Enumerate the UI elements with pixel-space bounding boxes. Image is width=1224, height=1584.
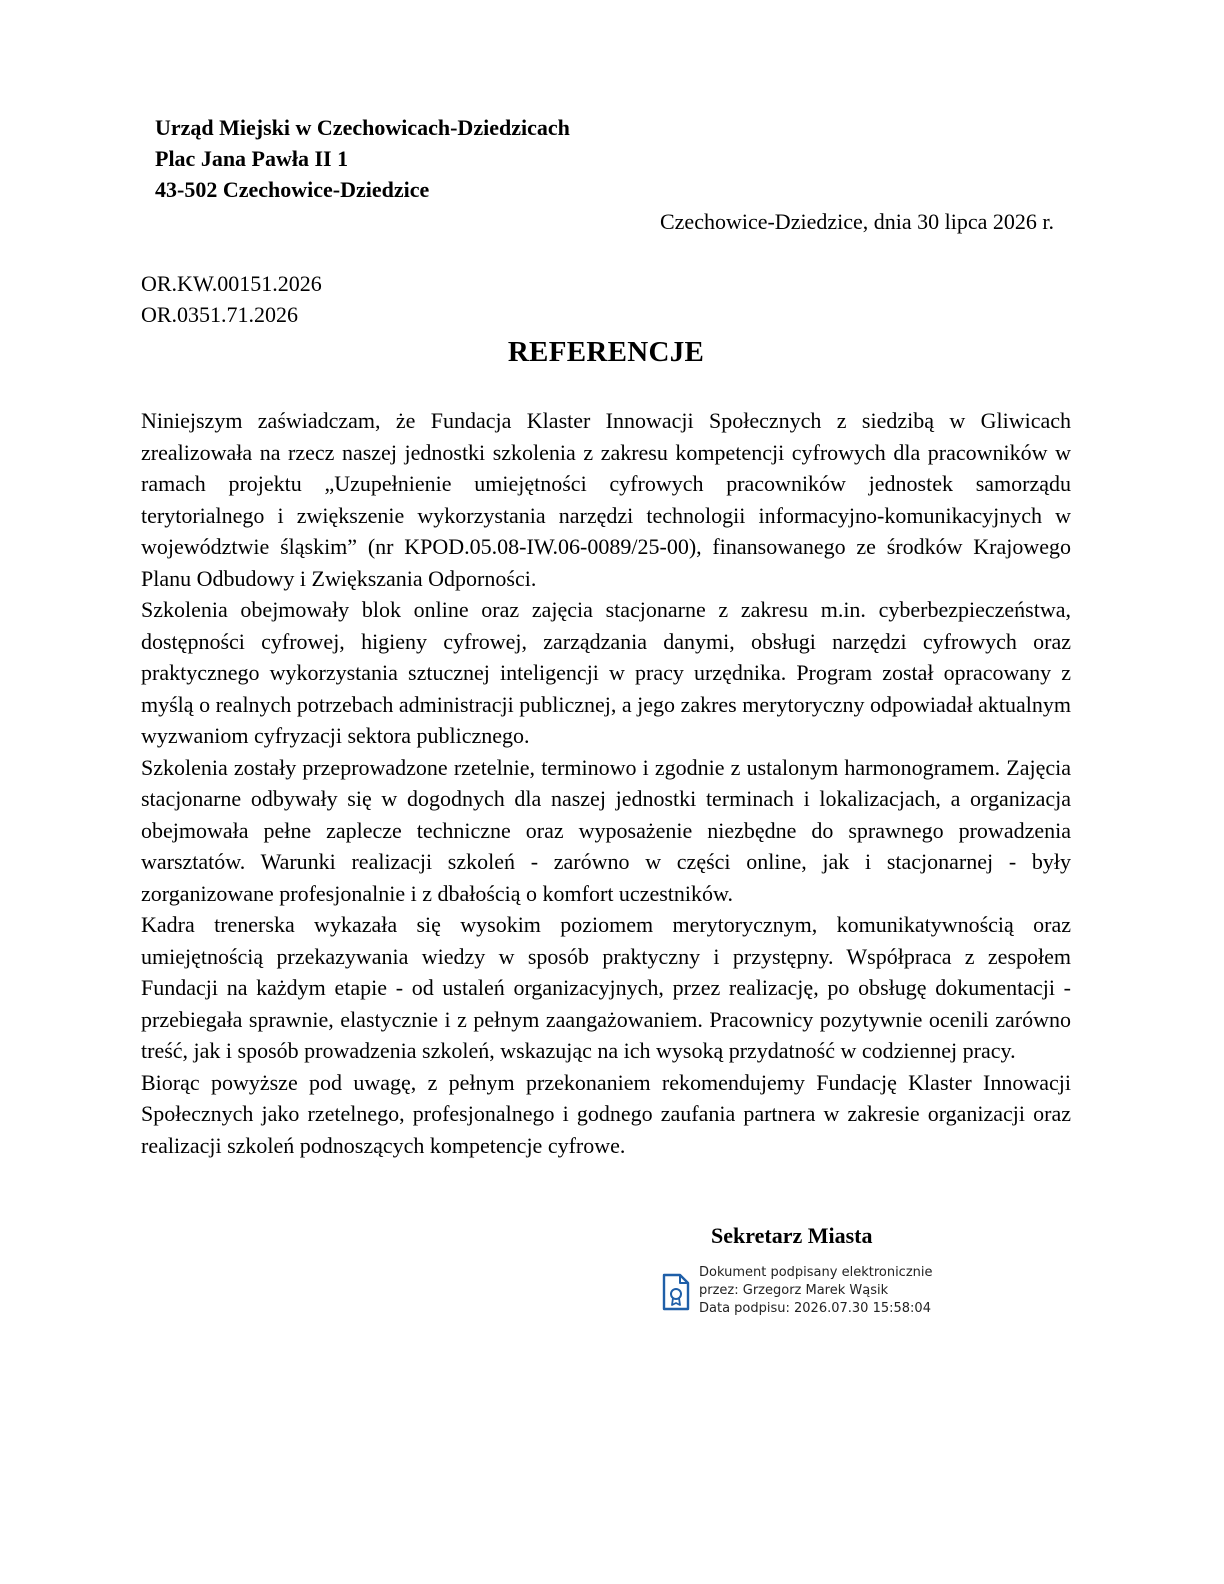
document-title: REFERENCJE [507, 336, 705, 368]
body-paragraph: Szkolenia obejmowały blok online oraz zajęcia stacjonarne z zakresu m.in. cyberbezpieczeństwa, dostępności cyfrowej, higieny cyfrowej, zarządzania danymi, obsługi narzędzi cyfrowych oraz praktycznego wykorzystania sztucznej inteligencji w pracy urzędnika. Program został opracowany z myślą o realnych potrzebach administracji publicznej, a jego zakres merytoryczny odpowiadał aktualnym wyzwaniom cyfryzacji sektora publicznego. [141, 597, 1071, 748]
reference-number: OR.0351.71.2026 [141, 302, 299, 327]
sender-address [155, 112, 570, 205]
signer-title: Sekretarz Miasta [711, 1223, 873, 1248]
document-certificate-icon [661, 1272, 691, 1312]
body-paragraph: Szkolenia zostały przeprowadzone rzetelnie, terminowo i zgodnie z ustalonym harmonogramem. Zajęcia stacjonarne odbywały się w dogodnych dla naszej jednostki terminach i lokalizacjach, a organizacja obejmowała pełne zaplecze techniczne oraz wyposażenie niezbędne do sprawnego prowadzenia warsztatów. Warunki realizacji szkoleń - zarówno w części online, jak i stacjonarnej - były zorganizowane profesjonalnie i z dbałością o komfort uczestników. [141, 754, 1071, 906]
signature-date: Data podpisu: 2026.07.30 15:58:04 [699, 1301, 931, 1316]
signature-details [699, 1264, 933, 1318]
sender-name: Urząd Miejski w Czechowicach-Dziedzicach [155, 115, 570, 140]
place-and-date: Czechowice-Dziedzice, dnia 30 lipca 2026 r. [659, 209, 1054, 234]
body-paragraph: Kadra trenerska wykazała się wysokim poziomem merytorycznym, komunikatywnością oraz umiejętnością przekazywania wiedzy w sposób praktyczny i przystępny. Współpraca z zespołem Fundacji na każdym etapie - od ustaleń organizacyjnych, przez realizację, po obsługę dokumentacji - przebiegała sprawnie, elastycznie i z pełnym zaangażowaniem. Pracownicy pozytywnie ocenili zarówno treść, jak i sposób prowadzenia szkoleń, wskazując na ich wysoką przydatność w codziennej pracy. [141, 912, 1071, 1063]
letter-body [141, 405, 1071, 1161]
sender-city: 43-502 Czechowice-Dziedzice [155, 177, 430, 202]
sender-street: Plac Jana Pawła II 1 [155, 146, 349, 171]
body-paragraph: Biorąc powyższe pod uwagę, z pełnym przekonaniem rekomendujemy Fundację Klaster Innowacji Społecznych jako rzetelnego, profesjonalnego i godnego zaufania partnera w zakresie organizacji oraz realizacji szkoleń podnoszących kompetencje cyfrowe. [141, 1069, 1071, 1158]
electronic-signature [661, 1264, 933, 1318]
signature-signer: przez: Grzegorz Marek Wąsik [699, 1283, 889, 1298]
signature-line: Dokument podpisany elektronicznie [699, 1265, 933, 1280]
body-paragraph: Niniejszym zaświadczam, że Fundacja Klaster Innowacji Społecznych z siedzibą w Gliwicach zrealizowała na rzecz naszej jednostki szkolenia z zakresu kompetencji cyfrowych dla pracowników w ramach projektu „Uzupełnienie umiejętności cyfrowych pracowników jednostek samorządu terytorialnego i zwiększenie wykorzystania narzędzi technologii informacyjno-komunikacyjnych w województwie śląskim” (nr KPOD.05.08-IW.06-0089/25-00), finansowanego ze środków Krajowego Planu Odbudowy i Zwiększania Odporności. [141, 408, 1071, 591]
reference-number: OR.KW.00151.2026 [141, 271, 322, 296]
reference-numbers [141, 268, 322, 330]
